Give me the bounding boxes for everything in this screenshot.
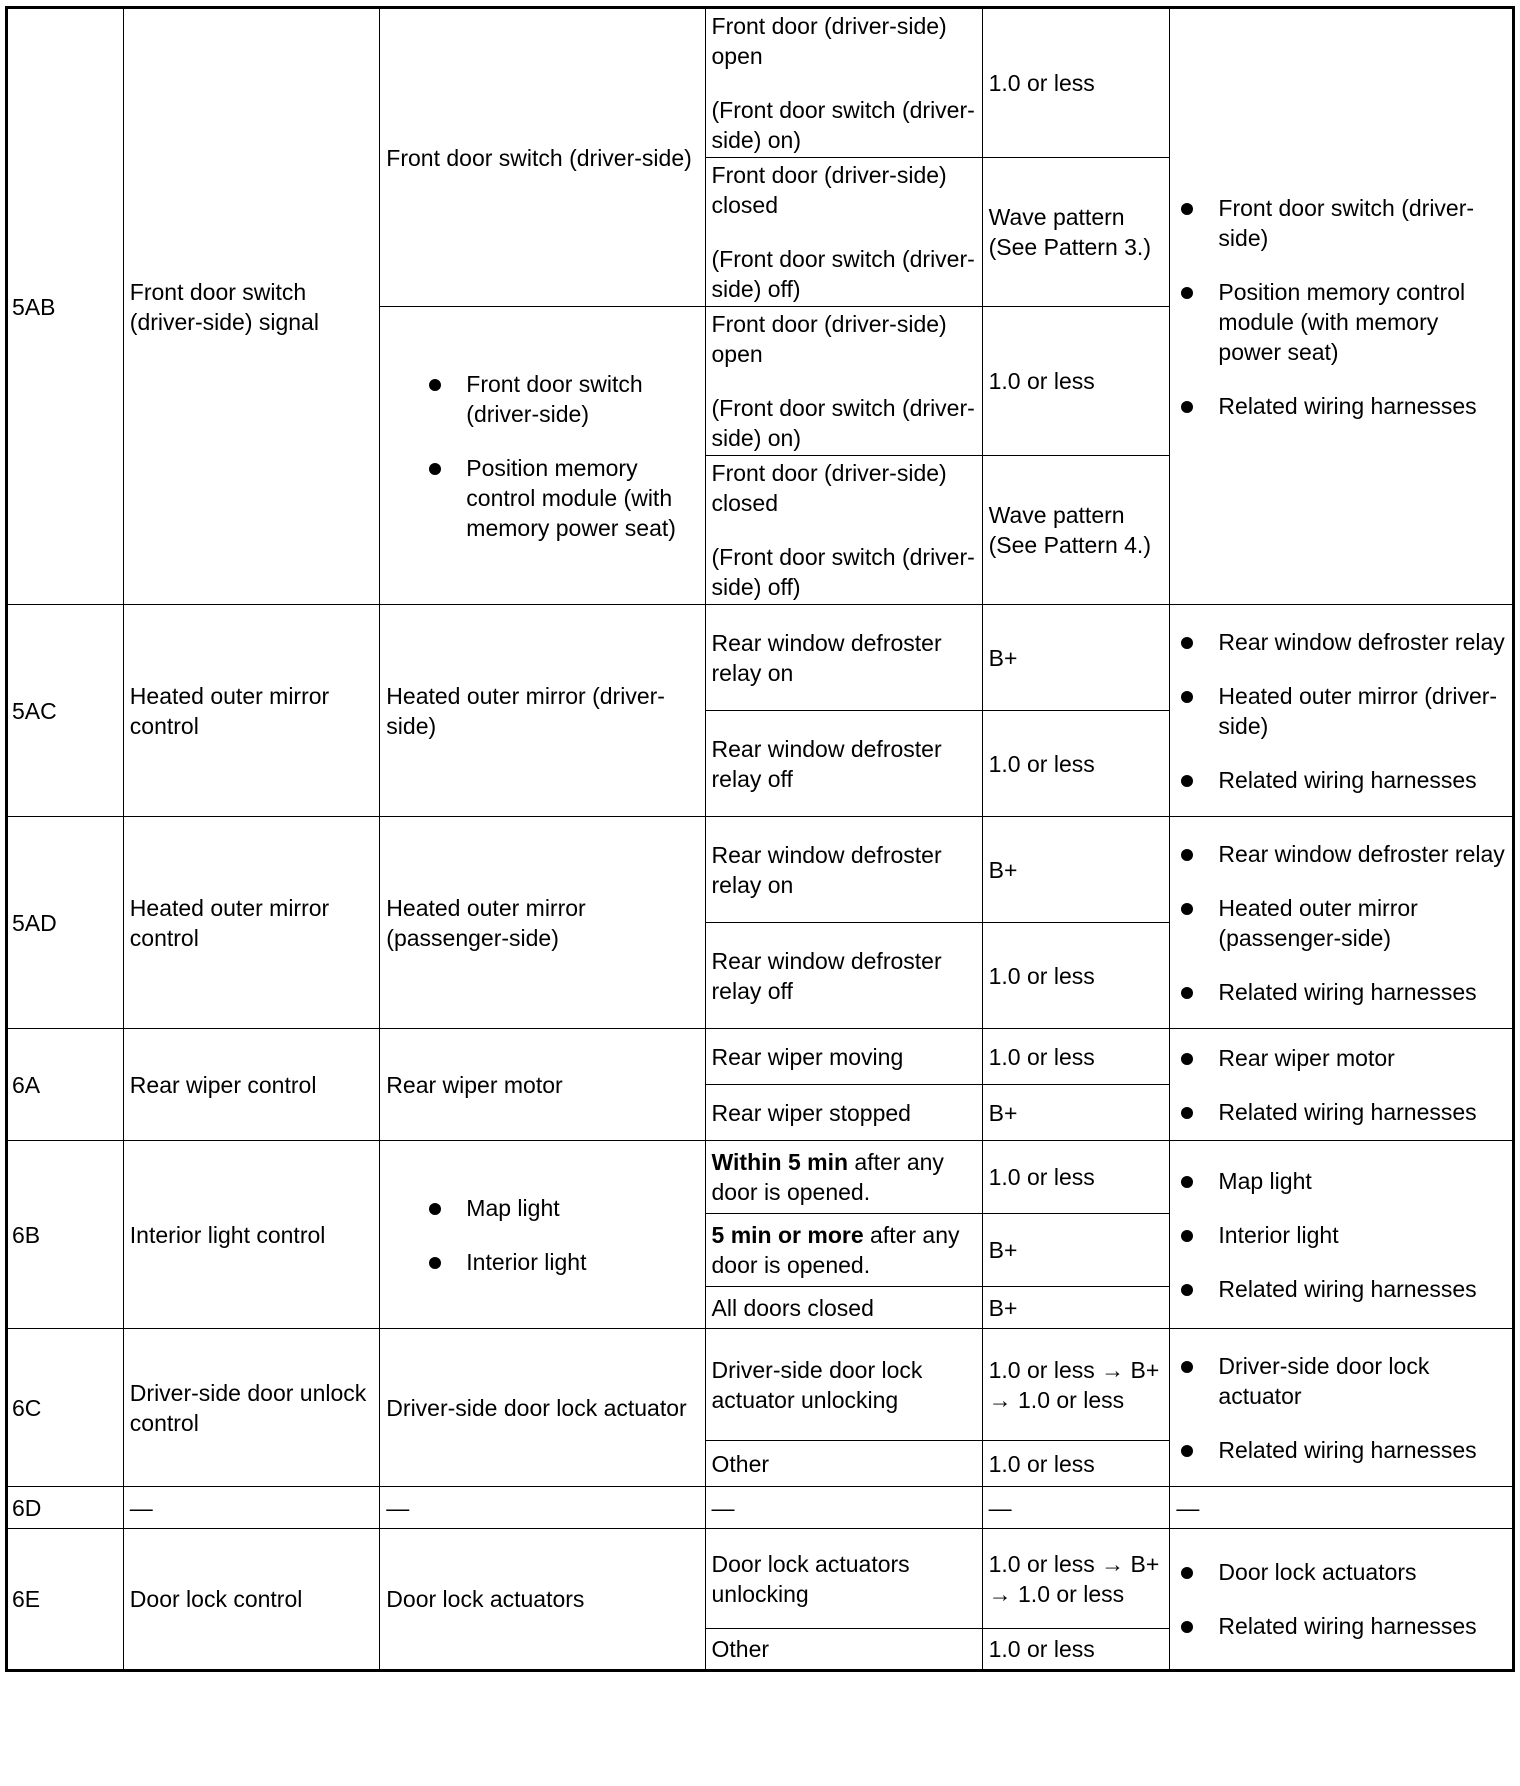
terminal-code: 5AD: [7, 817, 124, 1029]
test-condition: Front door (driver-side) open (Front door switch (driver-side) on): [705, 8, 982, 158]
voltage-value: 1.0 or less: [982, 1441, 1170, 1487]
list-item: Front door switch (driver-side): [1176, 193, 1506, 253]
test-condition: 5 min or more after any door is opened.: [705, 1214, 982, 1287]
test-condition: —: [705, 1487, 982, 1529]
voltage-value: —: [982, 1487, 1170, 1529]
voltage-value: 1.0 or less → B+ → 1.0 or less: [982, 1529, 1170, 1629]
voltage-value: Wave pattern (See Pattern 3.): [982, 158, 1170, 307]
inspection-items: [1170, 817, 1514, 1029]
connected-to: Front door switch (driver-side): [380, 8, 705, 307]
voltage-value: 1.0 or less: [982, 1141, 1170, 1214]
voltage-value: 1.0 or less → B+ → 1.0 or less: [982, 1329, 1170, 1441]
voltage-value: 1.0 or less: [982, 1629, 1170, 1671]
table-row: [7, 1529, 1514, 1629]
connected-to: Driver-side door lock actuator: [380, 1329, 705, 1487]
inspection-items: [1170, 1029, 1514, 1141]
terminal-code: 6B: [7, 1141, 124, 1329]
terminal-code: 5AB: [7, 8, 124, 605]
table-row: [7, 1329, 1514, 1441]
test-condition: Front door (driver-side) open (Front door switch (driver-side) on): [705, 307, 982, 456]
list-item: Related wiring harnesses: [1176, 1097, 1506, 1127]
connected-to: Door lock actuators: [380, 1529, 705, 1671]
connected-to: Heated outer mirror (driver-side): [380, 605, 705, 817]
inspection-items: [1170, 8, 1514, 605]
signal-name: Driver-side door unlock control: [123, 1329, 380, 1487]
test-condition: Rear wiper stopped: [705, 1085, 982, 1141]
voltage-value: 1.0 or less: [982, 711, 1170, 817]
list-item: Related wiring harnesses: [1176, 765, 1506, 795]
list-item: Heated outer mirror (passenger-side): [1176, 893, 1506, 953]
connected-to: [380, 307, 705, 605]
voltage-value: 1.0 or less: [982, 8, 1170, 158]
inspection-items: —: [1170, 1487, 1514, 1529]
connected-to: Heated outer mirror (passenger-side): [380, 817, 705, 1029]
table-row: [7, 8, 1514, 158]
list-item: Map light: [1176, 1166, 1506, 1196]
list-item: Related wiring harnesses: [1176, 1435, 1506, 1465]
list-item: Position memory control module (with memory power seat): [424, 453, 698, 543]
test-condition: Rear window defroster relay on: [705, 817, 982, 923]
table-row: [7, 1029, 1514, 1085]
voltage-value: Wave pattern (See Pattern 4.): [982, 456, 1170, 605]
list-item: Rear window defroster relay: [1176, 627, 1506, 657]
connected-to: [380, 1141, 705, 1329]
test-condition: All doors closed: [705, 1287, 982, 1329]
voltage-value: 1.0 or less: [982, 307, 1170, 456]
voltage-value: B+: [982, 1085, 1170, 1141]
inspection-items: [1170, 605, 1514, 817]
signal-name: Rear wiper control: [123, 1029, 380, 1141]
test-condition: Rear wiper moving: [705, 1029, 982, 1085]
test-condition: Rear window defroster relay on: [705, 605, 982, 711]
voltage-value: B+: [982, 605, 1170, 711]
list-item: Interior light: [424, 1247, 698, 1277]
table-row: [7, 1141, 1514, 1214]
terminal-code: 5AC: [7, 605, 124, 817]
signal-name: Heated outer mirror control: [123, 605, 380, 817]
terminal-code: 6A: [7, 1029, 124, 1141]
signal-name: Heated outer mirror control: [123, 817, 380, 1029]
signal-name: Front door switch (driver-side) signal: [123, 8, 380, 605]
test-condition: Other: [705, 1441, 982, 1487]
list-item: Related wiring harnesses: [1176, 1611, 1506, 1641]
test-condition: Rear window defroster relay off: [705, 923, 982, 1029]
table-row: [7, 817, 1514, 923]
terminal-inspection-table: [5, 6, 1515, 1672]
list-item: Related wiring harnesses: [1176, 977, 1506, 1007]
connected-to: —: [380, 1487, 705, 1529]
voltage-value: 1.0 or less: [982, 1029, 1170, 1085]
list-item: Position memory control module (with memory power seat): [1176, 277, 1506, 367]
signal-name: Door lock control: [123, 1529, 380, 1671]
test-condition: Front door (driver-side) closed (Front door switch (driver-side) off): [705, 456, 982, 605]
terminal-code: 6D: [7, 1487, 124, 1529]
list-item: Front door switch (driver-side): [424, 369, 698, 429]
list-item: Driver-side door lock actuator: [1176, 1351, 1506, 1411]
signal-name: —: [123, 1487, 380, 1529]
list-item: Rear wiper motor: [1176, 1043, 1506, 1073]
list-item: Heated outer mirror (driver-side): [1176, 681, 1506, 741]
test-condition: Within 5 min after any door is opened.: [705, 1141, 982, 1214]
voltage-value: 1.0 or less: [982, 923, 1170, 1029]
table-row: [7, 605, 1514, 711]
test-condition: Rear window defroster relay off: [705, 711, 982, 817]
table-row: [7, 1487, 1514, 1529]
inspection-items: [1170, 1141, 1514, 1329]
list-item: Door lock actuators: [1176, 1557, 1506, 1587]
voltage-value: B+: [982, 1214, 1170, 1287]
list-item: Map light: [424, 1193, 698, 1223]
test-condition: Other: [705, 1629, 982, 1671]
list-item: Interior light: [1176, 1220, 1506, 1250]
terminal-code: 6C: [7, 1329, 124, 1487]
voltage-value: B+: [982, 1287, 1170, 1329]
list-item: Related wiring harnesses: [1176, 1274, 1506, 1304]
connected-to: Rear wiper motor: [380, 1029, 705, 1141]
inspection-items: [1170, 1329, 1514, 1487]
test-condition: Front door (driver-side) closed (Front door switch (driver-side) off): [705, 158, 982, 307]
inspection-items: [1170, 1529, 1514, 1671]
terminal-code: 6E: [7, 1529, 124, 1671]
voltage-value: B+: [982, 817, 1170, 923]
list-item: Rear window defroster relay: [1176, 839, 1506, 869]
list-item: Related wiring harnesses: [1176, 391, 1506, 421]
test-condition: Driver-side door lock actuator unlocking: [705, 1329, 982, 1441]
signal-name: Interior light control: [123, 1141, 380, 1329]
test-condition: Door lock actuators unlocking: [705, 1529, 982, 1629]
